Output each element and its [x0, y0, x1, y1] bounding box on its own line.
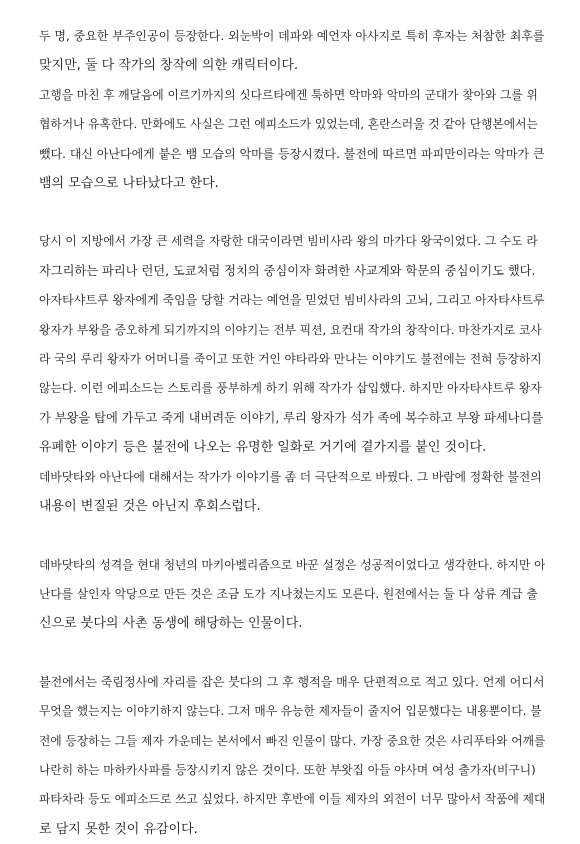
- text-line: 내용이 변질된 것은 아닌지 후회스럽다.: [39, 499, 261, 515]
- text-line: 뺐다. 대신 아난다에게 붙은 뱀 모습의 악마를 등장시켰다. 불전에 따르면 파피만이라는 악마가 큰: [39, 146, 545, 161]
- text-line: 고행을 마친 후 깨달음에 이르기까지의 싯다르타에겐 툭하면 악마와 악마의 군대가 찾아와 그를 위: [39, 87, 538, 102]
- paragraph-spacer: [39, 522, 545, 551]
- paragraph-3: [39, 227, 545, 462]
- paragraph-4: [39, 463, 545, 522]
- text-line: 신으로 붓다의 사촌 동생에 해당하는 인물이다.: [39, 616, 303, 632]
- text-line: 왕자가 부왕을 증오하게 되기까지의 이야기는 전부 픽션, 요컨대 작가의 창작이다. 마찬가지로 코사: [39, 322, 542, 337]
- text-line: 당시 이 지방에서 가장 큰 세력을 자랑한 대국이라면 빔비사라 왕의 마가다 왕국이었다. 그 수도 라: [39, 234, 538, 249]
- paragraph-spacer: [39, 639, 545, 668]
- text-line: 데바닷타와 아난다에 대해서는 작가가 이야기를 좀 더 극단적으로 바꿨다. 그 바람에 정확한 불전의: [39, 469, 542, 484]
- document-page: [39, 22, 545, 844]
- text-line: 라 국의 루리 왕자가 어머니를 죽이고 또한 거인 야타라와 만나는 이야기도 불전에는 전혀 등장하지: [39, 352, 542, 367]
- text-line: 전에 등장하는 그들 제자 가운데는 본서에서 빠진 인물이 많다. 가장 중요한 것은 사리푸타와 어깨를: [39, 733, 545, 748]
- text-line: 뱀의 모습으로 나타났다고 한다.: [39, 176, 219, 192]
- text-line: 무엇을 했는지는 이야기하지 않는다. 그저 매우 유능한 제자들이 줄지어 입문했다는 내용뿐이다. 불: [39, 704, 542, 719]
- paragraph-5: [39, 551, 545, 639]
- text-line: 유폐한 이야기 등은 불전에 나오는 유명한 일화로 거기에 곁가지를 붙인 것이다.: [39, 440, 487, 456]
- paragraph-2: [39, 81, 545, 199]
- paragraph-6: [39, 668, 545, 844]
- text-line: 불전에서는 죽림정사에 자리를 잡은 붓다의 그 후 행적을 매우 단편적으로 적고 있다. 언제 어디서: [39, 674, 545, 689]
- text-line: 가 부왕을 탑에 가두고 죽게 내버려둔 이야기, 루리 왕자가 석가 족에 복수하고 부왕 파세나디를: [39, 410, 544, 425]
- text-line: 데바닷타의 성격을 현대 청년의 마키아벨리즘으로 바꾼 설정은 성공적이었다고 생각한다. 하지만 아: [39, 557, 545, 572]
- paragraph-1: [39, 22, 545, 81]
- text-line: 나란히 하는 마하카사파를 등장시키지 않은 것이다. 또한 부왓집 아들 야사며 여성 출가자(비구니): [39, 762, 536, 777]
- text-line: 로 담지 못한 것이 유감이다.: [39, 821, 198, 837]
- text-line: 자그리하는 파리나 런던, 도쿄처럼 정치의 중심이자 화려한 사교계와 학문의 중심이기도 했다.: [39, 263, 536, 278]
- paragraph-spacer: [39, 198, 545, 227]
- text-line: 난다를 살인자 악당으로 만든 것은 조금 도가 지나쳤는지도 모른다. 원전에서는 둘 다 상류 계급 출: [39, 586, 538, 601]
- text-line: 협하거나 유혹한다. 만화에도 사실은 그런 에피소드가 있었는데, 혼란스러울 것 같아 단행본에서는: [39, 117, 538, 132]
- text-line: 파타차라 등도 에피소드로 쓰고 싶었다. 하지만 후반에 이들 제자의 외전이 너무 많아서 작품에 제대: [39, 792, 545, 807]
- text-line: 않는다. 이런 에피소드는 스토리를 풍부하게 하기 위해 작가가 삽입했다. 하지만 아자타샤트루 왕자: [39, 381, 542, 396]
- text-line: 맞지만, 둘 다 작가의 창작에 의한 캐릭터이다.: [39, 58, 299, 74]
- text-line: 아자타샤트루 왕자에게 죽임을 당할 거라는 예언을 믿었던 빔비사라의 고뇌, 그리고 아자타샤트루: [39, 293, 545, 308]
- text-line: 두 명, 중요한 부주인공이 등장한다. 외눈박이 데파와 예언자 아사지로 특히 후자는 처참한 최후를: [39, 29, 545, 43]
